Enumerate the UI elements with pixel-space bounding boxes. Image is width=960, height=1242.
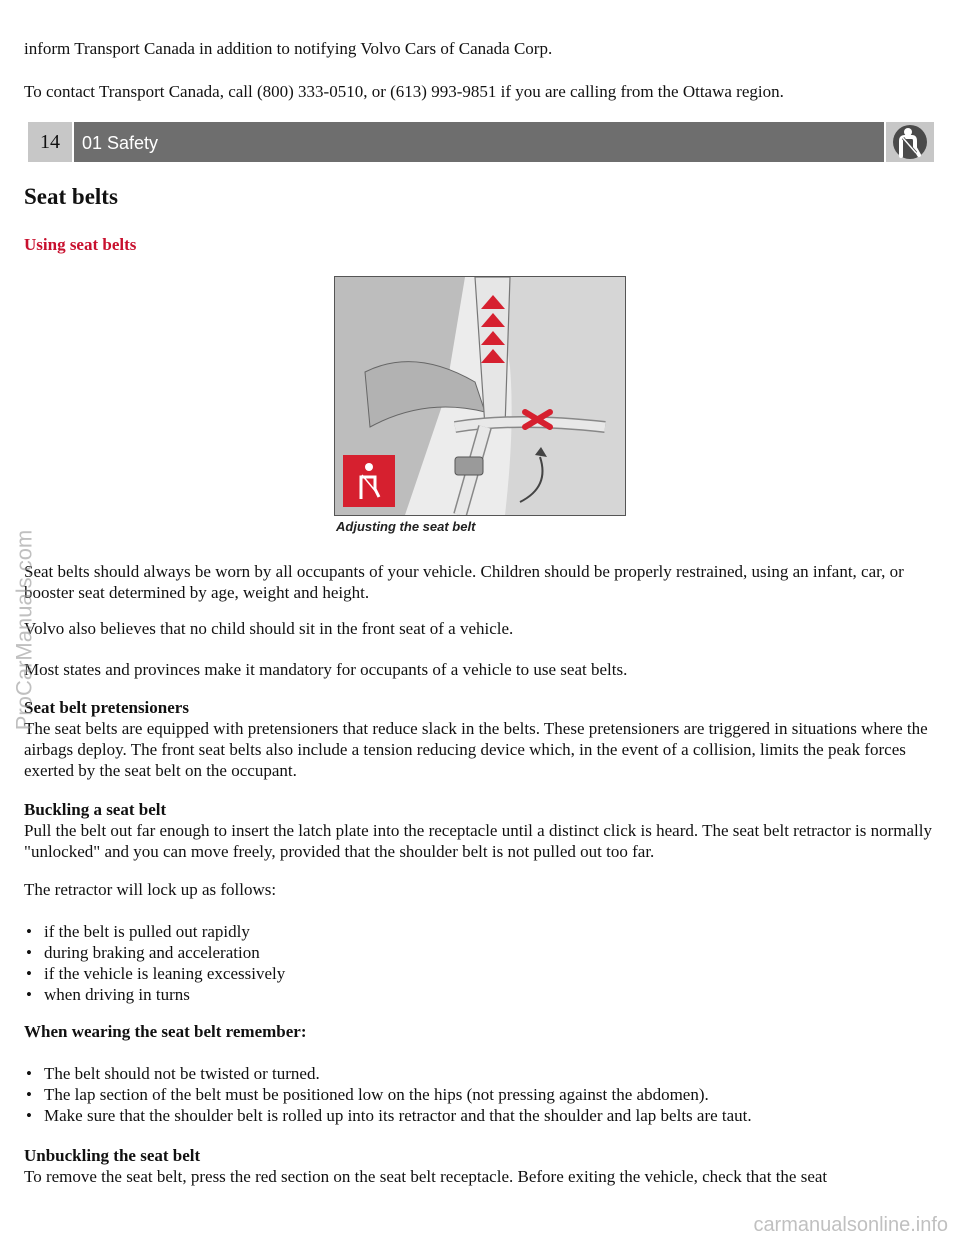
section-label: 01 Safety xyxy=(74,122,884,162)
intro-line-1: inform Transport Canada in addition to notifying Volvo Cars of Canada Corp. xyxy=(24,39,553,58)
pretensioners-text: The seat belts are equipped with pretensioners that reduce slack in the belts. These pretensioners are triggered in situations where the airbags deploy. The front seat belts also include a tension reducing device which, in the event of a collision, limits the peak forces exerted by the seat belt on the occupant. xyxy=(24,719,928,780)
pretensioners-heading: Seat belt pretensioners xyxy=(24,698,189,717)
list-item: • The belt should not be twisted or turned. xyxy=(24,1063,936,1084)
section-title: Seat belts xyxy=(24,184,118,209)
bottom-watermark: carmanualsonline.info xyxy=(753,1214,948,1236)
page-number: 14 xyxy=(28,122,72,162)
list-item: • if the vehicle is leaning excessively xyxy=(24,963,936,984)
seat-belt-illustration xyxy=(334,276,626,516)
side-watermark xyxy=(4,520,44,740)
side-watermark-text: ProCarManuals.com xyxy=(11,529,37,731)
figure-caption: Adjusting the seat belt xyxy=(336,519,476,534)
retractor-intro: The retractor will lock up as follows: xyxy=(24,880,277,899)
paragraph-3: Most states and provinces make it mandatory for occupants of a vehicle to use seat belts. xyxy=(24,660,628,679)
list-item: • if the belt is pulled out rapidly xyxy=(24,921,936,942)
list-item: • Make sure that the shoulder belt is rolled up into its retractor and that the shoulder and lap belts are taut. xyxy=(24,1105,936,1126)
retractor-lock-list xyxy=(24,921,936,1005)
intro-line-2: To contact Transport Canada, call (800) 333-0510, or (613) 993-9851 if you are calling from the Ottawa region. xyxy=(24,82,784,101)
remember-list xyxy=(24,1063,936,1126)
buckling-text: Pull the belt out far enough to insert the latch plate into the receptacle until a distinct click is heard. The seat belt retractor is normally "unlocked" and you can move freely, provided that the shoulder belt is not pulled out too far. xyxy=(24,821,932,861)
list-item: • The lap section of the belt must be positioned low on the hips (not pressing against the abdomen). xyxy=(24,1084,936,1105)
section-header-bar xyxy=(24,122,934,162)
subsection-title: Using seat belts xyxy=(24,235,137,254)
seatbelt-person-icon xyxy=(886,122,934,162)
buckling-heading: Buckling a seat belt xyxy=(24,800,167,819)
unbuckling-text: To remove the seat belt, press the red section on the seat belt receptacle. Before exiting the vehicle, check that the seat xyxy=(24,1167,828,1186)
paragraph-1: Seat belts should always be worn by all occupants of your vehicle. Children should be properly restrained, using an infant, car, or booster seat determined by age, weight and height. xyxy=(24,562,904,602)
list-item: • during braking and acceleration xyxy=(24,942,936,963)
paragraph-2: Volvo also believes that no child should sit in the front seat of a vehicle. xyxy=(24,619,514,638)
list-item: • when driving in turns xyxy=(24,984,936,1005)
unbuckling-heading: Unbuckling the seat belt xyxy=(24,1146,201,1165)
remember-heading: When wearing the seat belt remember: xyxy=(24,1022,307,1041)
